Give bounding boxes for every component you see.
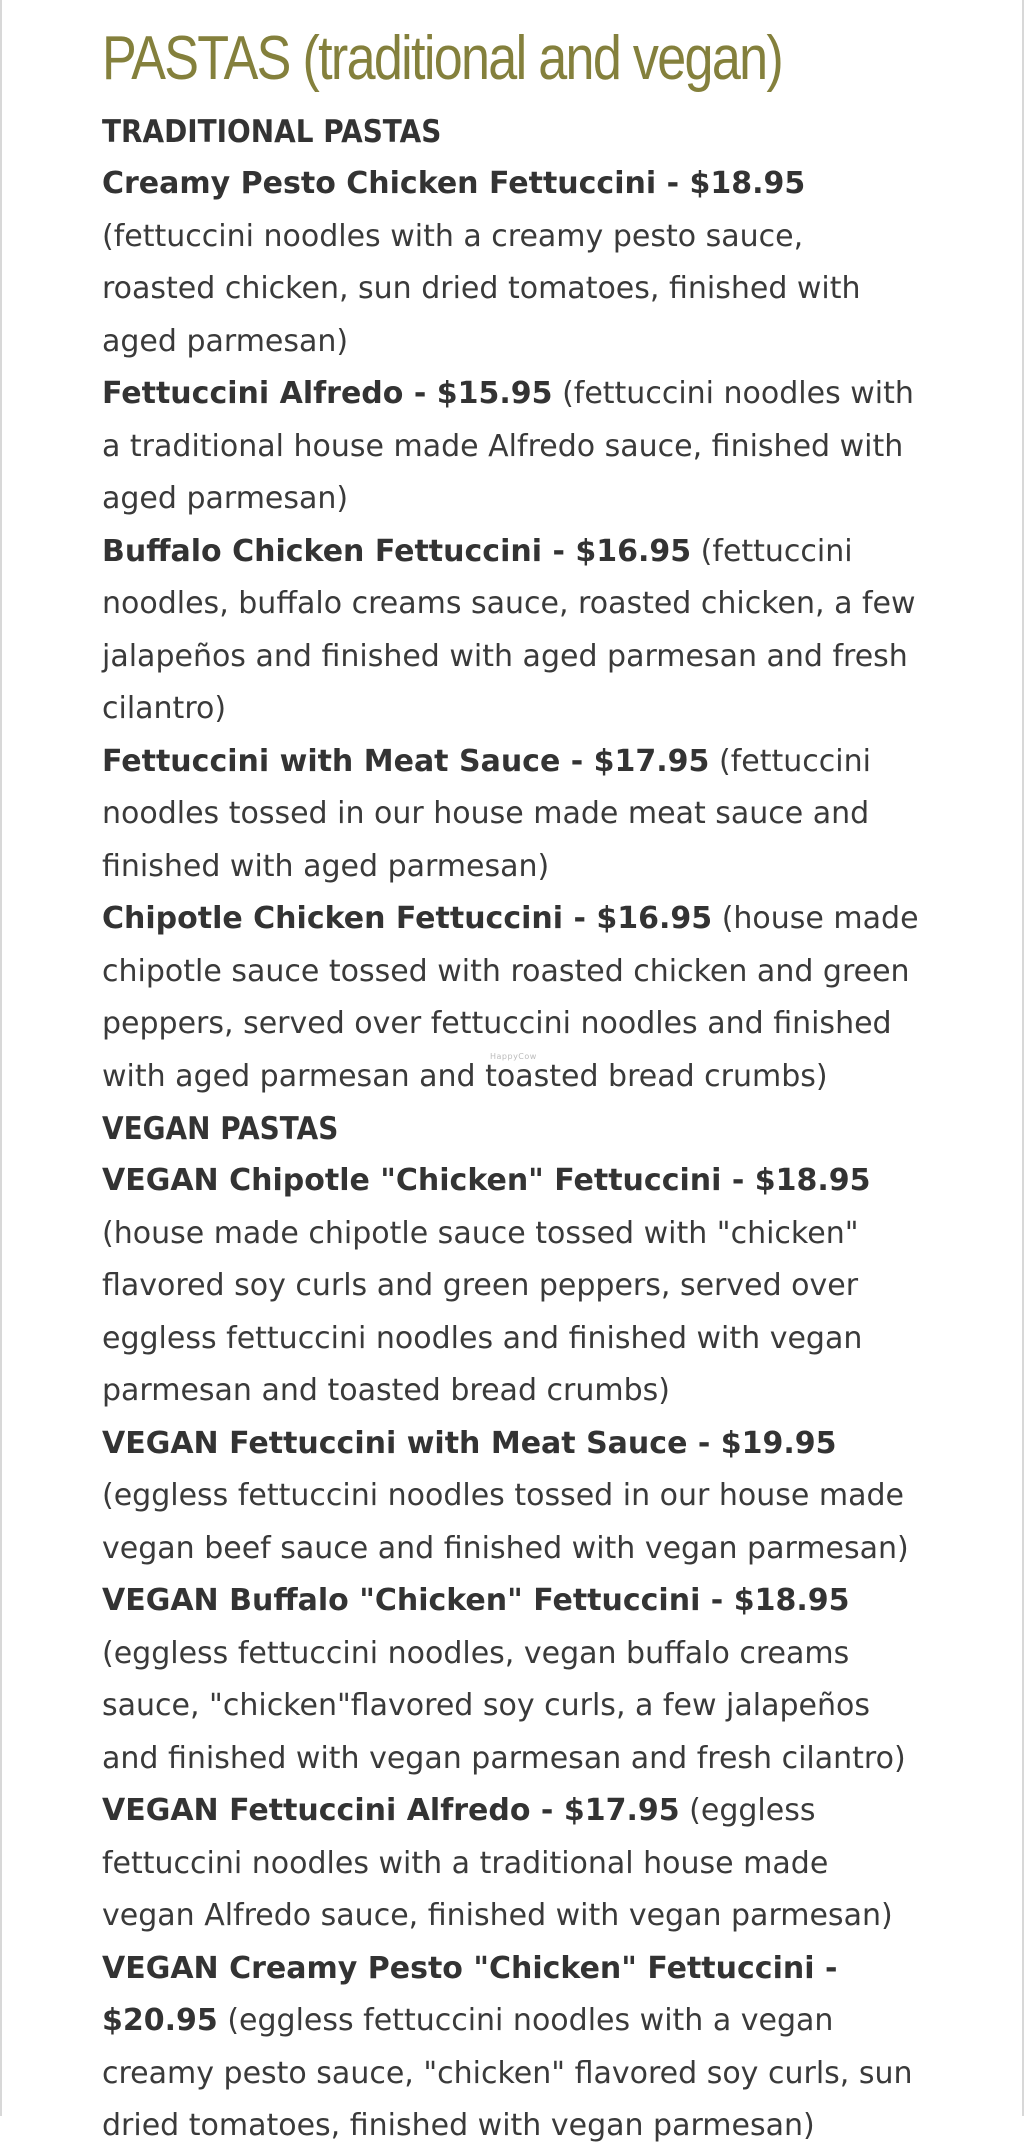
menu-item: [102, 158, 922, 368]
watermark: HappyCow: [490, 1052, 537, 1061]
item-name: VEGAN Creamy Pesto "Chicken" Fettuccini: [102, 1950, 815, 1986]
menu-item: [102, 526, 922, 736]
item-description: (eggless fettuccini noodles with a vegan creamy pesto sauce, "chicken" flavored soy curls, sun dried tomatoes, finished with vegan parmesan): [102, 2003, 913, 2143]
menu-item: [102, 1155, 922, 1418]
page-title: PASTAS (traditional and vegan): [102, 24, 783, 93]
item-name: VEGAN Fettuccini Alfredo: [102, 1793, 531, 1828]
item-description: (fettuccini noodles with a creamy pesto sauce, roasted chicken, sun dried tomatoes, finished with aged parmesan): [102, 218, 861, 359]
item-separator: -: [814, 1950, 838, 1986]
item-price: $20.95: [102, 2003, 218, 2038]
item-name: VEGAN Chipotle "Chicken" Fettuccini: [102, 1163, 722, 1198]
item-description: (house made chipotle sauce tossed with roasted chicken and green peppers, served over fettuccini noodles and finished with aged parmesan and toasted bread crumbs): [102, 901, 919, 1094]
item-price: $19.95: [720, 1425, 837, 1461]
item-price: $17.95: [593, 743, 710, 779]
menu-item: [102, 368, 922, 526]
section-heading: VEGAN PASTAS: [102, 1111, 339, 1147]
item-separator: -: [403, 376, 437, 411]
menu-item: [102, 893, 922, 1103]
item-description: (fettuccini noodles tossed in our house made meat sauce and finished with aged parmesan): [102, 743, 871, 884]
item-price: $16.95: [596, 901, 713, 936]
item-price: $15.95: [436, 376, 553, 411]
item-price: $16.95: [575, 533, 692, 569]
item-name: Fettuccini with Meat Sauce: [102, 743, 561, 779]
item-separator: -: [560, 743, 594, 779]
item-name: VEGAN Fettuccini with Meat Sauce: [102, 1425, 688, 1461]
menu-content: [102, 12, 922, 2153]
item-separator: -: [656, 166, 690, 201]
item-description: (eggless fettuccini noodles, vegan buffalo creams sauce, "chicken"flavored soy curls, a few jalapeños and finished with vegan parmesan and fresh cilantro): [102, 1635, 906, 1776]
item-separator: -: [721, 1163, 755, 1198]
section-heading: TRADITIONAL PASTAS: [102, 114, 442, 150]
item-price: $18.95: [754, 1163, 871, 1198]
menu-item: [102, 1418, 922, 1576]
item-description: (fettuccini noodles with a traditional house made Alfredo sauce, finished with aged parmesan): [102, 376, 914, 516]
item-price: $18.95: [733, 1583, 850, 1618]
menu-item: [102, 1575, 922, 1785]
item-name: Creamy Pesto Chicken Fettuccini: [102, 166, 657, 201]
item-description: (eggless fettuccini noodles with a traditional house made vegan Alfredo sauce, finished with vegan parmesan): [102, 1793, 893, 1933]
item-name: Fettuccini Alfredo: [102, 376, 404, 411]
item-separator: -: [687, 1425, 721, 1461]
item-description: (eggless fettuccini noodles tossed in our house made vegan beef sauce and finished with vegan parmesan): [102, 1478, 909, 1566]
section-vegan-pastas: [102, 1103, 922, 2153]
left-border: [0, 0, 2, 2116]
menu-item: [102, 736, 922, 894]
item-price: $18.95: [689, 166, 806, 201]
item-price: $17.95: [563, 1793, 680, 1828]
section-traditional-pastas: [102, 106, 922, 1103]
menu-item: [102, 1785, 922, 1943]
menu-item: [102, 1943, 922, 2153]
item-separator: -: [700, 1583, 734, 1618]
item-separator: -: [563, 901, 597, 936]
item-separator: -: [542, 533, 576, 569]
item-name: Chipotle Chicken Fettuccini: [102, 901, 564, 936]
item-name: VEGAN Buffalo "Chicken" Fettuccini: [102, 1583, 701, 1618]
item-name: Buffalo Chicken Fettuccini: [102, 533, 542, 569]
item-description: (house made chipotle sauce tossed with "chicken" flavored soy curls and green peppers, served over eggless fettuccini noodles and finished with vegan parmesan and toasted bread crumbs): [102, 1215, 863, 1408]
item-separator: -: [530, 1793, 564, 1828]
item-description: (fettuccini noodles, buffalo creams sauce, roasted chicken, a few jalapeños and finished with aged parmesan and fresh cilantro): [102, 533, 916, 726]
